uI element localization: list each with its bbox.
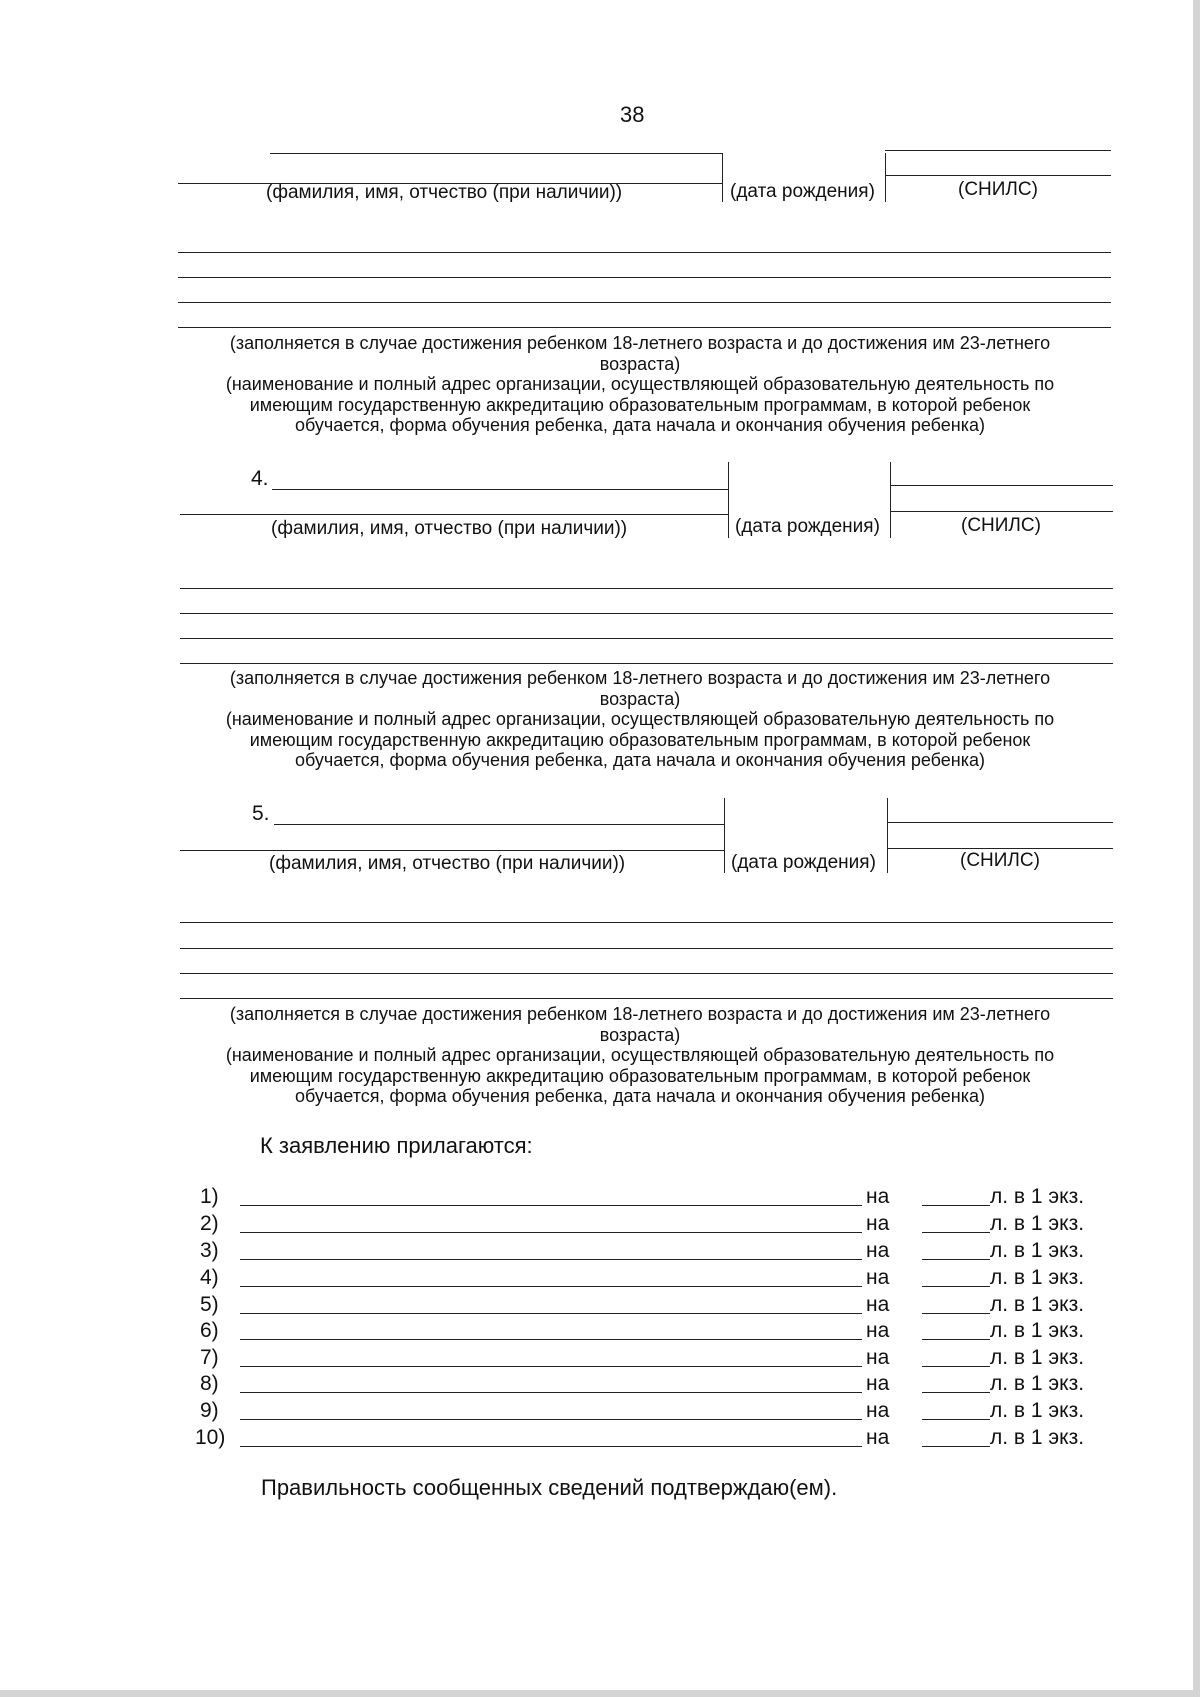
attachment-number: 4) [200,1266,219,1289]
attachment-suffix: л. в 1 экз. [990,1399,1085,1422]
attachment-number: 1) [200,1185,219,1208]
snils-baseline [890,511,1113,512]
attachment-name-field[interactable] [240,1232,862,1233]
attachment-na: на [866,1185,890,1208]
attachment-na: на [866,1319,890,1342]
education-field-line[interactable] [180,973,1113,974]
attachment-name-field[interactable] [240,1419,862,1420]
fio-field-line[interactable] [274,824,724,825]
attachment-na: на [866,1212,890,1235]
page-number: 38 [620,102,645,127]
education-field-line[interactable] [180,922,1113,923]
birth-date-label: (дата рождения) [735,516,880,537]
attachment-suffix: л. в 1 экз. [990,1239,1085,1262]
fio-field-line[interactable] [272,489,728,490]
education-field-line[interactable] [180,948,1113,949]
child-number: 5. [252,802,270,825]
education-field-line[interactable] [180,663,1113,664]
attachment-na: на [866,1266,890,1289]
education-field-line[interactable] [180,588,1113,589]
divider [890,462,891,538]
education-field-line[interactable] [180,638,1113,639]
fio-label: (фамилия, имя, отчество (при наличии)) [271,518,628,539]
snils-field-line[interactable] [885,150,1111,151]
education-note: (заполняется в случае достижения ребенком 18-летнего возраста и до достижения им 23-летнего возраста) (наименование и полный адрес организации, осуществляющей образовательную деятельность по имеющим государственную аккредитацию образовательным программам, в которой ребенок обучается, форма обучения ребенка, дата начала и окончания обучения ребенка) [225,668,1055,770]
attachment-sheets-field[interactable] [922,1313,990,1314]
attachment-suffix: л. в 1 экз. [990,1319,1085,1342]
attachment-sheets-field[interactable] [922,1205,990,1206]
divider [728,462,729,538]
snils-field-line[interactable] [887,822,1113,823]
snils-field-line[interactable] [890,485,1113,486]
attachment-number: 3) [200,1239,219,1262]
attachment-na: на [866,1372,890,1395]
divider [887,798,888,873]
attachment-number: 6) [200,1319,219,1342]
attachment-name-field[interactable] [240,1259,862,1260]
attachment-name-field[interactable] [240,1286,862,1287]
snils-baseline [887,848,1113,849]
attachment-suffix: л. в 1 экз. [990,1293,1085,1316]
education-field-line[interactable] [178,327,1111,328]
snils-label: (СНИЛС) [961,515,1041,536]
child-number: 4. [251,467,269,490]
education-field-line[interactable] [180,613,1113,614]
birth-date-label: (дата рождения) [730,181,875,202]
attachment-row [0,1184,1193,1211]
snils-label: (СНИЛС) [960,850,1040,871]
divider [885,153,886,202]
education-field-line[interactable] [178,302,1111,303]
fio-label: (фамилия, имя, отчество (при наличии)) [266,182,623,203]
fio-field-line[interactable] [270,153,722,154]
fio-baseline [180,514,728,515]
snils-label: (СНИЛС) [958,179,1038,200]
attachment-name-field[interactable] [240,1366,862,1367]
birth-date-label: (дата рождения) [731,852,876,873]
attachment-suffix: л. в 1 экз. [990,1426,1085,1449]
attachment-sheets-field[interactable] [922,1259,990,1260]
fio-label: (фамилия, имя, отчество (при наличии)) [269,853,626,874]
attachment-suffix: л. в 1 экз. [990,1185,1085,1208]
attachment-na: на [866,1293,890,1316]
attachment-sheets-field[interactable] [922,1446,990,1447]
attachment-number: 9) [200,1399,219,1422]
attachment-name-field[interactable] [240,1392,862,1393]
education-field-line[interactable] [178,252,1111,253]
attachment-row [0,1265,1193,1292]
attachment-number: 5) [200,1293,219,1316]
attachment-na: на [866,1399,890,1422]
attachment-na: на [866,1426,890,1449]
attachment-number: 8) [200,1372,219,1395]
attachment-number: 2) [200,1212,219,1235]
attachment-name-field[interactable] [240,1313,862,1314]
attachment-row [0,1398,1193,1425]
attachment-row [0,1425,1193,1452]
attachment-sheets-field[interactable] [922,1366,990,1367]
attachment-number: 10) [195,1426,226,1449]
confirmation-text: Правильность сообщенных сведений подтверждаю(ем). [261,1475,838,1500]
attachment-row [0,1292,1193,1319]
attachment-na: на [866,1239,890,1262]
attachment-number: 7) [200,1346,219,1369]
attachment-suffix: л. в 1 экз. [990,1212,1085,1235]
divider [722,153,723,202]
attachment-sheets-field[interactable] [922,1392,990,1393]
education-field-line[interactable] [178,277,1111,278]
attachment-suffix: л. в 1 экз. [990,1266,1085,1289]
attachment-row [0,1318,1193,1345]
divider [724,798,725,873]
attachment-row [0,1345,1193,1372]
attachment-name-field[interactable] [240,1339,862,1340]
attachment-name-field[interactable] [240,1205,862,1206]
attachment-sheets-field[interactable] [922,1339,990,1340]
attachment-suffix: л. в 1 экз. [990,1346,1085,1369]
attachments-heading: К заявлению прилагаются: [260,1133,533,1158]
attachment-sheets-field[interactable] [922,1419,990,1420]
education-note: (заполняется в случае достижения ребенком 18-летнего возраста и до достижения им 23-летнего возраста) (наименование и полный адрес организации, осуществляющей образовательную деятельность по имеющим государственную аккредитацию образовательным программам, в которой ребенок обучается, форма обучения ребенка, дата начала и окончания обучения ребенка) [225,333,1055,435]
education-field-line[interactable] [180,998,1113,999]
education-note: (заполняется в случае достижения ребенком 18-летнего возраста и до достижения им 23-летнего возраста) (наименование и полный адрес организации, осуществляющей образовательную деятельность по имеющим государственную аккредитацию образовательным программам, в которой ребенок обучается, форма обучения ребенка, дата начала и окончания обучения ребенка) [225,1004,1055,1106]
attachment-row [0,1371,1193,1398]
attachment-suffix: л. в 1 экз. [990,1372,1085,1395]
attachment-na: на [866,1346,890,1369]
attachment-name-field[interactable] [240,1446,862,1447]
fio-baseline [180,850,724,851]
attachment-row [0,1211,1193,1238]
snils-baseline [885,175,1111,176]
attachment-sheets-field[interactable] [922,1286,990,1287]
attachment-row [0,1238,1193,1265]
attachment-sheets-field[interactable] [922,1232,990,1233]
